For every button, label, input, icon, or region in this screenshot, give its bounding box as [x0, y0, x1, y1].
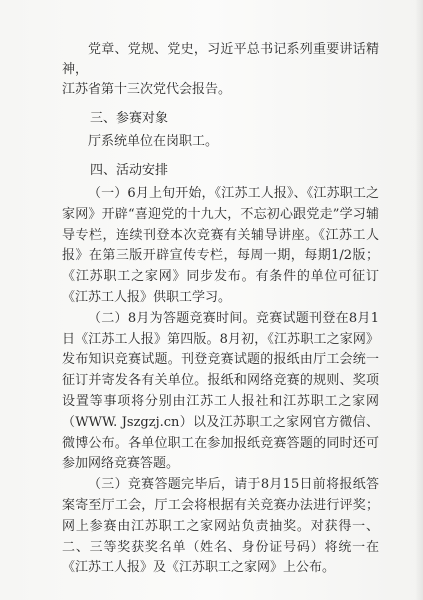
text-line-1: 党章、党规、党史，习近平总书记系列重要讲话精神，: [62, 42, 379, 77]
text-line-2: 江苏省第十三次党代会报告。: [62, 82, 232, 97]
section4-heading: 四、活动安排: [90, 163, 169, 178]
section4-paragraph-3: （三）竞赛答题完毕后，请于8月15日前将报纸答案寄至厅工会，厅工会将根据有关竞赛办法进行评奖；网上参赛由江苏职工之家网站负责抽奖。对获得一、二、三等奖获奖名单（姓名、身份证号码）将统一在《江苏工人报》及《江苏职工之家网》上公布。: [62, 477, 379, 576]
section4-paragraph-2: （二）8月为答题竞赛时间。竞赛试题刊登在8月1日《江苏工人报》第四版。8月初，《江苏职工之家网》发布知识竞赛试题。刊登竞赛试题的报纸由厅工会统一征订并寄发各有关单位。报纸和网络竞赛的规则、奖项设置等事项将分别由江苏工人报社和江苏职工之家网（WWW. Jszgzj.cn）以及江苏职工之家网官方微信、微博公布。各单位职工在参加报纸竞赛答题的同时还可参加网络竞赛答题。: [62, 310, 379, 472]
page-edge-shadow: [415, 0, 423, 600]
section4-paragraph-1: （一）6月上旬开始，《江苏工人报》、《江苏职工之家网》开辟“喜迎党的十九大，不忘初心跟党走”学习辅导专栏，连续刊登本次竞赛有关辅导讲座。《江苏工人报》在第三版开辟宣传专栏，每周一期，每期1/2版；《江苏职工之家网》同步发布。有条件的单位可征订《江苏工人报》供职工学习。: [62, 186, 379, 305]
section3-text: 厅系统单位在岗职工。: [88, 134, 219, 149]
section3-heading: 三、参赛对象: [90, 111, 169, 126]
